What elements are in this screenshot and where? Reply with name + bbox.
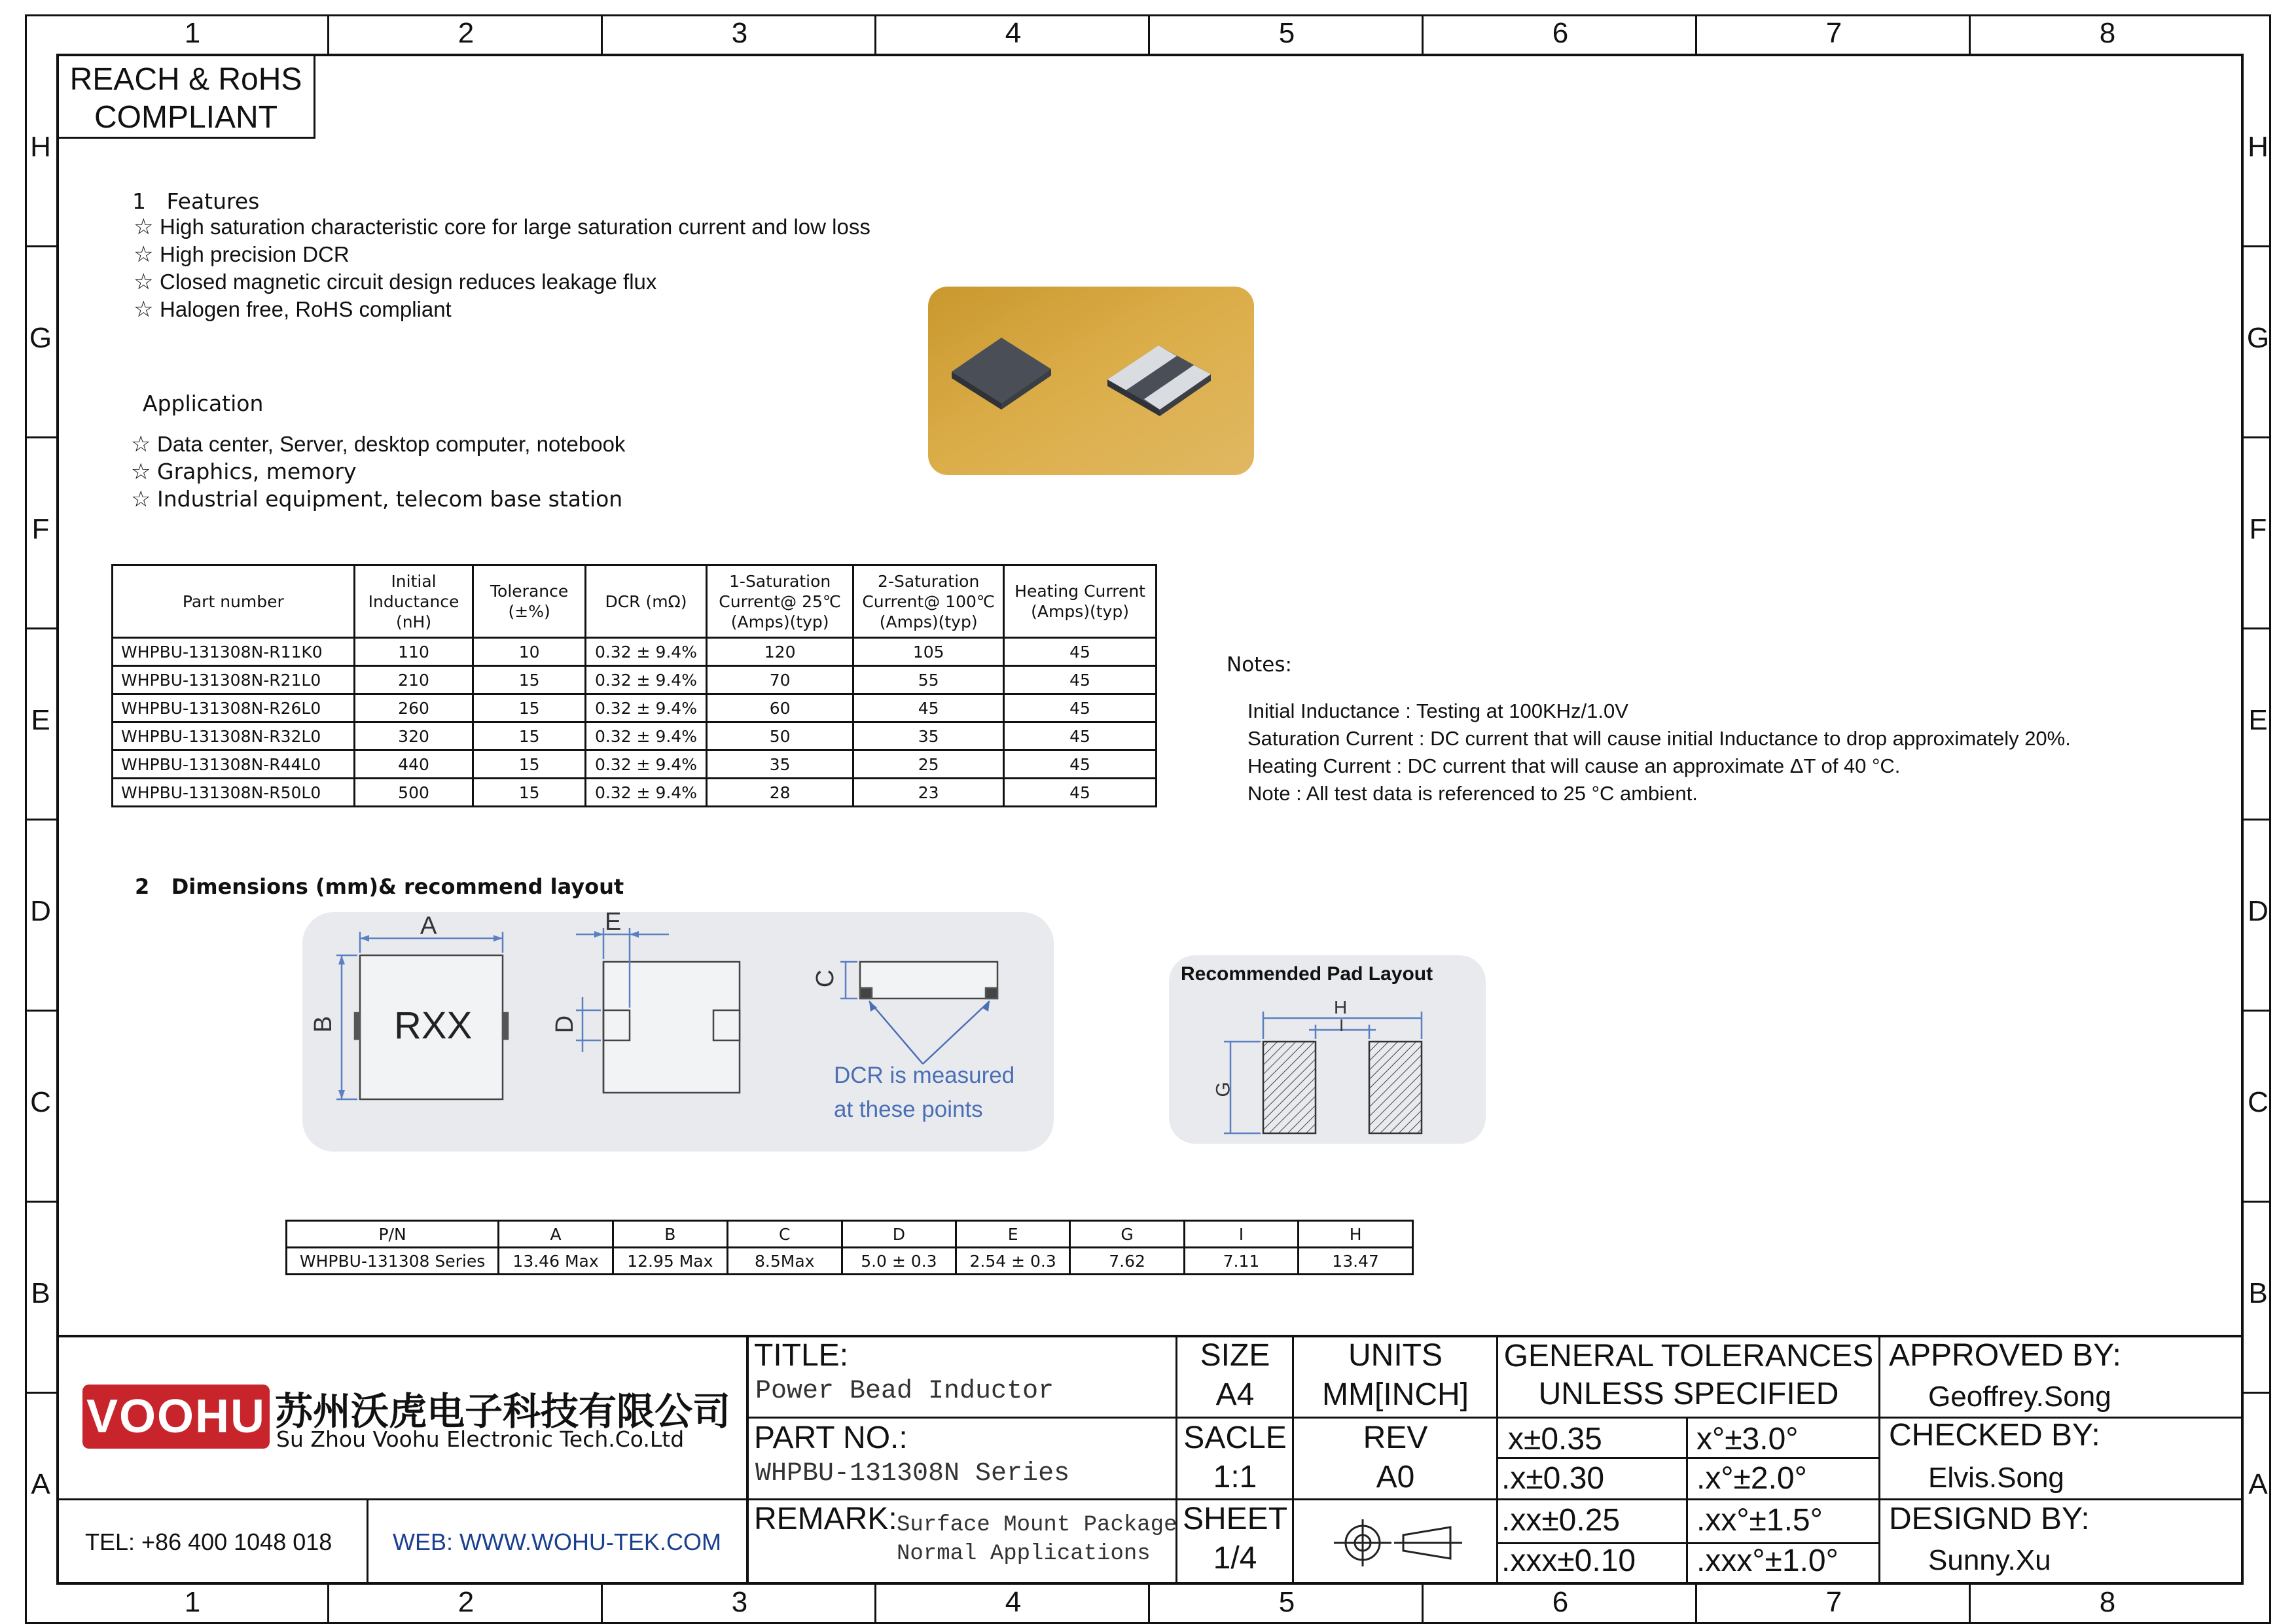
notes-heading: Notes:	[1227, 653, 1292, 677]
rev-value: A0	[1376, 1460, 1415, 1494]
features-list	[134, 213, 870, 323]
header-line: (nH)	[395, 612, 432, 631]
table-cell: WHPBU-131308N-R11K0	[113, 638, 355, 666]
table-cell: 15	[473, 779, 585, 807]
table-cell: 35	[707, 750, 853, 779]
remark-line-2: Normal Applications	[897, 1542, 1151, 1566]
tolerance-value: .xx°±1.5°	[1696, 1503, 1823, 1538]
table-cell: 2.54 ± 0.3	[956, 1248, 1069, 1275]
table-row	[113, 638, 1157, 666]
row-label: E	[31, 704, 50, 736]
table-cell: 45	[1004, 750, 1157, 779]
table-cell: 0.32 ± 9.4%	[585, 779, 706, 807]
table-cell: 7.11	[1184, 1248, 1298, 1275]
table-cell: 0.32 ± 9.4%	[585, 666, 706, 694]
tolerance-value: .x±0.30	[1501, 1461, 1605, 1496]
approved-label: APPROVED BY:	[1889, 1338, 2121, 1373]
pad-layout-panel	[1169, 955, 1486, 1144]
table-cell: WHPBU-131308N-R26L0	[113, 694, 355, 722]
row-label: H	[30, 131, 51, 163]
row-label: D	[30, 895, 51, 927]
star-icon: ☆	[131, 459, 151, 485]
table-cell: 110	[354, 638, 473, 666]
features-heading	[132, 188, 259, 215]
pad-layout-title: Recommended Pad Layout	[1181, 963, 1433, 985]
table-cell: 105	[853, 638, 1004, 666]
dimension-drawing-panel	[302, 908, 1054, 1152]
application-list	[131, 431, 625, 513]
table-cell: 120	[707, 638, 853, 666]
table-cell: 45	[1004, 779, 1157, 807]
column-label: 4	[1005, 17, 1022, 49]
table-cell: 70	[707, 666, 853, 694]
column-label: 1	[184, 1586, 201, 1618]
title-value: Power Bead Inductor	[755, 1377, 1054, 1406]
company-name-cn: 苏州沃虎电子科技有限公司	[275, 1389, 731, 1434]
table-header-row	[113, 565, 1157, 638]
row-label: G	[2246, 322, 2270, 354]
tolerance-heading-line: UNLESS SPECIFIED	[1538, 1377, 1839, 1411]
header-line: (Amps)(typ)	[879, 612, 978, 631]
column-label: 4	[1005, 1586, 1022, 1618]
table-header-cell	[707, 565, 853, 638]
table-cell: 45	[853, 694, 1004, 722]
application-text: Industrial equipment, telecom base station	[157, 486, 623, 512]
header-line: (Amps)(typ)	[1031, 602, 1129, 621]
header-line: Current@ 25℃	[719, 591, 841, 611]
list-item	[131, 431, 625, 458]
table-cell: 500	[354, 779, 473, 807]
column-label: 2	[457, 1586, 475, 1618]
feature-text: Closed magnetic circuit design reduces leakage flux	[160, 270, 657, 294]
table-cell: 210	[354, 666, 473, 694]
title-label: TITLE:	[754, 1338, 849, 1373]
table-header-cell	[585, 565, 706, 638]
table-cell: 0.32 ± 9.4%	[585, 750, 706, 779]
header-line: 1-Saturation	[729, 571, 831, 591]
voohu-logo	[82, 1385, 270, 1449]
row-label: B	[31, 1277, 50, 1309]
application-text: Graphics, memory	[157, 459, 357, 484]
scale-label: SACLE	[1183, 1421, 1287, 1455]
table-cell: 15	[473, 750, 585, 779]
table-header-cell	[113, 565, 355, 638]
note-item: Saturation Current : DC current that will cause initial Inductance to drop approximately 20%.	[1247, 727, 2071, 750]
table-cell: 60	[707, 694, 853, 722]
notes-list	[1247, 697, 2071, 807]
tolerance-heading	[1499, 1337, 1878, 1413]
dim-label-e: E	[605, 908, 622, 936]
header-line: DCR (mΩ)	[605, 591, 687, 611]
table-cell: WHPBU-131308N-R21L0	[113, 666, 355, 694]
table-cell: 12.95 Max	[613, 1248, 727, 1275]
table-header-cell: G	[1070, 1221, 1184, 1248]
table-header-cell: H	[1299, 1221, 1413, 1248]
dim-label-g: G	[1212, 1082, 1234, 1097]
dcr-note-line: DCR is measured	[834, 1063, 1015, 1088]
table-cell: 0.32 ± 9.4%	[585, 722, 706, 750]
table-cell: 28	[707, 779, 853, 807]
feature-text: High saturation characteristic core for large saturation current and low loss	[160, 215, 870, 239]
table-header-cell: A	[499, 1221, 613, 1248]
table-header-cell	[853, 565, 1004, 638]
header-line: Current@ 100℃	[862, 591, 995, 611]
header-line: (Amps)(typ)	[730, 612, 829, 631]
star-icon: ☆	[131, 432, 151, 457]
table-header-cell: I	[1184, 1221, 1298, 1248]
table-cell: 55	[853, 666, 1004, 694]
table-row	[113, 779, 1157, 807]
header-line: Tolerance	[490, 582, 569, 601]
row-label: A	[2248, 1468, 2268, 1500]
table-cell: 8.5Max	[727, 1248, 842, 1275]
dim-label-a: A	[420, 912, 437, 940]
table-header-cell: E	[956, 1221, 1069, 1248]
tolerance-value: .xx±0.25	[1501, 1503, 1621, 1538]
table-cell: 0.32 ± 9.4%	[585, 694, 706, 722]
logo-text: VOOHU	[86, 1390, 266, 1443]
dcr-note	[834, 1059, 1014, 1127]
list-item	[134, 296, 870, 323]
note-item: Initial Inductance : Testing at 100KHz/1.0V	[1247, 699, 1628, 722]
table-cell: 23	[853, 779, 1004, 807]
part-marking: RXX	[394, 1004, 473, 1047]
table-header-cell	[473, 565, 585, 638]
projection-symbol-icon	[1322, 1515, 1469, 1570]
star-icon: ☆	[134, 215, 154, 239]
dimensions-title: Dimensions (mm)& recommend layout	[171, 874, 624, 899]
row-label: E	[2248, 704, 2268, 736]
tolerance-value: .x°±2.0°	[1696, 1461, 1807, 1496]
company-name-en: Su Zhou Voohu Electronic Tech.Co.Ltd	[276, 1426, 685, 1452]
row-label: A	[31, 1468, 50, 1500]
rev-label: REV	[1363, 1421, 1428, 1455]
designed-label: DESIGND BY:	[1889, 1502, 2090, 1536]
tolerance-heading-line: GENERAL TOLERANCES	[1503, 1339, 1874, 1373]
note-item: Note : All test data is referenced to 25 °C ambient.	[1247, 782, 1698, 805]
dim-label-c: C	[812, 969, 840, 988]
approved-value: Geoffrey.Song	[1928, 1381, 2111, 1413]
table-cell: 260	[354, 694, 473, 722]
table-header-cell: C	[727, 1221, 842, 1248]
tolerance-value: x°±3.0°	[1696, 1422, 1799, 1456]
remark-label: REMARK:	[754, 1502, 897, 1536]
row-label: H	[2248, 131, 2269, 163]
dim-label-i: I	[1339, 1015, 1344, 1035]
part-label: PART NO.:	[754, 1421, 908, 1455]
pad-layout-drawing	[1169, 955, 1486, 1144]
star-icon: ☆	[134, 297, 154, 322]
list-item	[131, 485, 625, 513]
part-value: WHPBU-131308N Series	[755, 1459, 1070, 1489]
table-row	[287, 1248, 1413, 1275]
table-cell: 35	[853, 722, 1004, 750]
website-link[interactable]: WEB: WWW.WOHU-TEK.COM	[393, 1528, 721, 1555]
table-cell: 320	[354, 722, 473, 750]
table-cell: 15	[473, 666, 585, 694]
column-label: 8	[2099, 1586, 2116, 1618]
dcr-note-line: at these points	[834, 1097, 983, 1122]
table-cell: WHPBU-131308N-R44L0	[113, 750, 355, 779]
row-label: F	[31, 513, 50, 545]
checked-label: CHECKED BY:	[1889, 1418, 2100, 1453]
column-label: 6	[1552, 1586, 1569, 1618]
dim-label-h: H	[1334, 997, 1348, 1017]
header-line: (±%)	[508, 602, 550, 621]
table-cell: WHPBU-131308N-R32L0	[113, 722, 355, 750]
feature-text: Halogen free, RoHS compliant	[160, 297, 452, 321]
row-label: C	[2248, 1086, 2269, 1118]
column-label: 2	[457, 17, 475, 49]
electrical-spec-table	[111, 564, 1157, 807]
row-label: C	[30, 1086, 51, 1118]
table-cell: 45	[1004, 694, 1157, 722]
table-cell: 0.32 ± 9.4%	[585, 638, 706, 666]
table-cell: 7.62	[1070, 1248, 1184, 1275]
application-text: Data center, Server, desktop computer, notebook	[157, 432, 626, 456]
row-label: B	[2248, 1277, 2268, 1309]
column-label: 5	[1278, 1586, 1295, 1618]
dimensions-number: 2	[135, 874, 150, 899]
star-icon: ☆	[134, 270, 154, 294]
telephone: TEL: +86 400 1048 018	[85, 1528, 332, 1555]
designed-value: Sunny.Xu	[1928, 1544, 2051, 1576]
size-value: A4	[1215, 1377, 1255, 1412]
compliance-line-1: REACH & RoHS	[69, 62, 302, 97]
header-line: Initial	[391, 571, 437, 591]
list-item	[134, 213, 870, 241]
header-line: Part number	[182, 591, 284, 611]
note-item: Heating Current : DC current that will cause an approximate ΔT of 40 °C.	[1247, 754, 1901, 777]
compliance-box	[56, 54, 315, 139]
table-row	[113, 666, 1157, 694]
dim-label-d: D	[551, 1015, 579, 1034]
tolerance-value: x±0.35	[1508, 1422, 1602, 1456]
row-label: F	[2249, 513, 2267, 545]
column-label: 7	[1825, 1586, 1842, 1618]
table-header-row	[287, 1221, 1413, 1248]
remark-line-1: Surface Mount Package	[897, 1513, 1177, 1538]
size-label: SIZE	[1200, 1338, 1270, 1373]
table-cell: 5.0 ± 0.3	[842, 1248, 956, 1275]
table-cell: 50	[707, 722, 853, 750]
sheet-label: SHEET	[1182, 1502, 1288, 1536]
column-label: 8	[2099, 17, 2116, 49]
table-cell: 440	[354, 750, 473, 779]
dimensions-heading	[135, 874, 624, 899]
table-cell: 45	[1004, 638, 1157, 666]
table-cell: WHPBU-131308 Series	[287, 1248, 499, 1275]
table-header-cell	[354, 565, 473, 638]
feature-text: High precision DCR	[160, 242, 350, 266]
column-label: 5	[1278, 17, 1295, 49]
star-icon: ☆	[131, 486, 151, 512]
units-value: MM[INCH]	[1322, 1377, 1469, 1412]
table-header-cell: P/N	[287, 1221, 499, 1248]
list-item	[134, 268, 870, 296]
table-row	[113, 750, 1157, 779]
dimension-table	[285, 1220, 1414, 1275]
product-photo	[928, 287, 1254, 475]
column-label: 3	[731, 17, 748, 49]
header-line: Inductance	[368, 591, 459, 611]
features-title: Features	[166, 188, 260, 214]
table-cell: 25	[853, 750, 1004, 779]
compliance-line-2: COMPLIANT	[94, 100, 278, 135]
table-cell: WHPBU-131308N-R50L0	[113, 779, 355, 807]
column-label: 6	[1552, 17, 1569, 49]
row-label: D	[2248, 895, 2269, 927]
table-cell: 15	[473, 694, 585, 722]
scale-value: 1:1	[1213, 1460, 1257, 1494]
tolerance-value: .xxx°±1.0°	[1696, 1544, 1839, 1578]
list-item	[134, 241, 870, 268]
table-header-cell: B	[613, 1221, 727, 1248]
sheet-value: 1/4	[1213, 1541, 1257, 1576]
column-label: 7	[1825, 17, 1842, 49]
table-cell: 13.46 Max	[499, 1248, 613, 1275]
tolerance-value: .xxx±0.10	[1501, 1544, 1636, 1578]
units-label: UNITS	[1348, 1338, 1443, 1373]
table-header-cell	[1004, 565, 1157, 638]
table-cell: 45	[1004, 666, 1157, 694]
star-icon: ☆	[134, 242, 154, 267]
table-cell: 15	[473, 722, 585, 750]
features-number: 1	[132, 188, 146, 214]
table-cell: 13.47	[1299, 1248, 1413, 1275]
checked-value: Elvis.Song	[1928, 1462, 2064, 1494]
table-cell: 10	[473, 638, 585, 666]
column-label: 1	[184, 17, 201, 49]
dim-label-b: B	[310, 1015, 338, 1033]
column-label: 3	[731, 1586, 748, 1618]
row-label: G	[29, 322, 52, 354]
header-line: 2-Saturation	[878, 571, 980, 591]
table-row	[113, 722, 1157, 750]
table-row	[113, 694, 1157, 722]
header-line: Heating Current	[1014, 582, 1145, 601]
table-cell: 45	[1004, 722, 1157, 750]
list-item	[131, 458, 625, 485]
application-heading: Application	[143, 391, 264, 416]
table-header-cell: D	[842, 1221, 956, 1248]
